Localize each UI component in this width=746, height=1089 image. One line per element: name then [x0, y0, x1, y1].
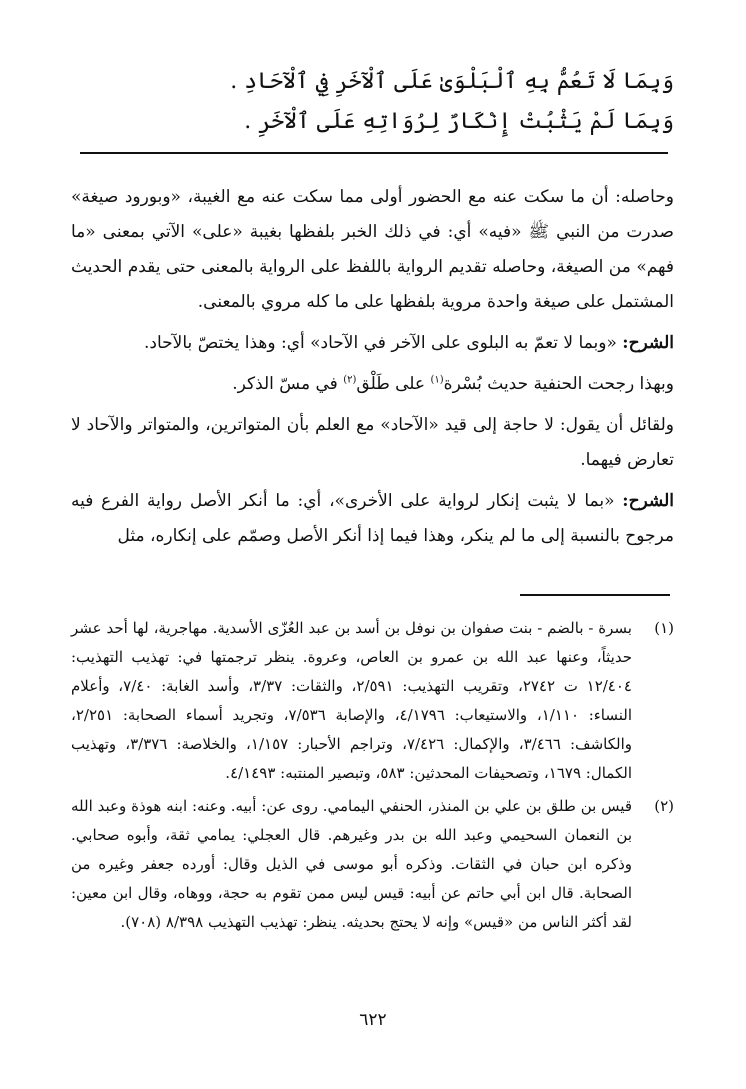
commentary-body	[71, 180, 674, 560]
verse-divider	[80, 152, 668, 154]
sharh-label: الشرح:	[622, 333, 674, 353]
footnote-ref-1[interactable]: (١)	[430, 374, 444, 386]
poem-verses	[54, 62, 674, 142]
footnotes	[71, 614, 674, 941]
page-number: ٦٢٢	[359, 1010, 387, 1030]
commentary-paragraph-4: ولقائل أن يقول: لا حاجة إلى قيد «الآحاد» مع العلم بأن المتواترين، والمتواتر والآحاد لا تعارض فيهما.	[71, 415, 674, 470]
commentary-paragraph-2-text: «وبما لا تعمّ به البلوى على الآخر في الآحاد» أي: وهذا يختصّ بالآحاد.	[144, 333, 623, 353]
footnote-text: بسرة - بالضم - بنت صفوان بن نوفل بن أسد بن عبد العُزّى الأسدية. مهاجرية، لها أحد عشر حديثاً، وعنها عبد الله بن عمرو بن العاص، وعروة. ينظر ترجمتها في: تهذيب التهذيب: ١٢/٤٠٤ ت ٢٧٤٢، وتقريب التهذيب: ٢/٥٩١، والثقات: ٣/٣٧، وأسد الغابة: ٧/٤٠، وأعلام النساء: ١/١١٠، والاستيعاب: ٤/١٧٩٦، والإصابة ٧/٥٣٦، وتجريد أسماء الصحابة: ٢/٢٥١، والكاشف: ٣/٤٦٦، والإكمال: ٧/٤٢٦، وتراجم الأحبار: ١/١٥٧، والخلاصة: ٣/٣٧٦، وتهذيب الكمال: ١٦٧٩، وتصحيفات المحدثين: ٥٨٣، وتبصير المنتبه: ٤/١٤٩٣.	[71, 619, 633, 782]
commentary-paragraph-5-text: «بما لا يثبت إنكار لرواية على الأخرى»، أي: ما أنكر الأصل رواية الفرع فيه مرجوح بالنسبة إلى ما لم ينكر، وهذا فيما إذا أنكر الأصل وصمّم على إنكاره، مثل	[71, 491, 674, 546]
verse-line-1: وَبِمَا لَا تَعُمُّ بِهِ ٱلْبَلْوَىٰ عَلَى ٱلْآخَرِ فِي ٱلْآحَادِ .	[230, 69, 674, 94]
footnote-separator	[520, 594, 670, 596]
footnote-1	[71, 614, 674, 788]
footnote-2	[71, 792, 674, 937]
paragraph-3-part-a: وبهذا رجحت الحنفية حديث بُسْرة	[443, 374, 674, 394]
footnote-ref-2[interactable]: (٢)	[343, 374, 357, 386]
paragraph-3-part-b: على طَلْق	[356, 374, 431, 394]
footnote-text: قيس بن طلق بن علي بن المنذر، الحنفي اليمامي. روى عن: أبيه. وعنه: ابنه هوذة وعبد الله بن النعمان السحيمي وعبد الله بن بدر وغيرهم. قال العجلي: يمامي ثقة، وأبوه صحابي. وذكره ابن حبان في الثقات. وذكره أبو موسى في الذيل وقال: أورده جعفر وغيره من الصحابة. قال ابن أبي حاتم عن أبيه: قيس ليس ممن تقوم به حجة، ووهاه، وقال ابن معين: لقد أكثر الناس من «قيس» وإنه لا يحتج بحديثه. ينظر: تهذيب التهذيب ٨/٣٩٨ (٧٠٨).	[71, 797, 632, 931]
commentary-paragraph-2	[71, 326, 674, 361]
paragraph-3-part-c: في مسّ الذكر.	[232, 374, 344, 394]
sharh-label: الشرح:	[622, 491, 674, 511]
footnote-number: (٢)	[654, 797, 674, 815]
commentary-paragraph-1: وحاصله: أن ما سكت عنه مع الحضور أولى مما سكت عنه مع الغيبة، «وبورود صيغة» صدرت من النبي ﷺ «فيه» أي: في ذلك الخبر بلفظها بغيبة «على» الآتي بمعنى «ما فهم» من الصيغة، وحاصله تقديم الرواية باللفظ على الرواية بالمعنى حتى يقدم الحديث المشتمل على صيغة واحدة مروية بلفظها على ما كله مروي بالمعنى.	[71, 187, 674, 312]
commentary-paragraph-3	[71, 367, 674, 402]
commentary-paragraph-5	[71, 484, 674, 554]
footnote-number: (١)	[654, 619, 674, 637]
verse-line-2: وَبِمَا لَمْ يَثْبُتْ إِنْكَارٌ لِرُوَاتِهِ عَلَى ٱلْآخَرِ .	[244, 109, 674, 134]
